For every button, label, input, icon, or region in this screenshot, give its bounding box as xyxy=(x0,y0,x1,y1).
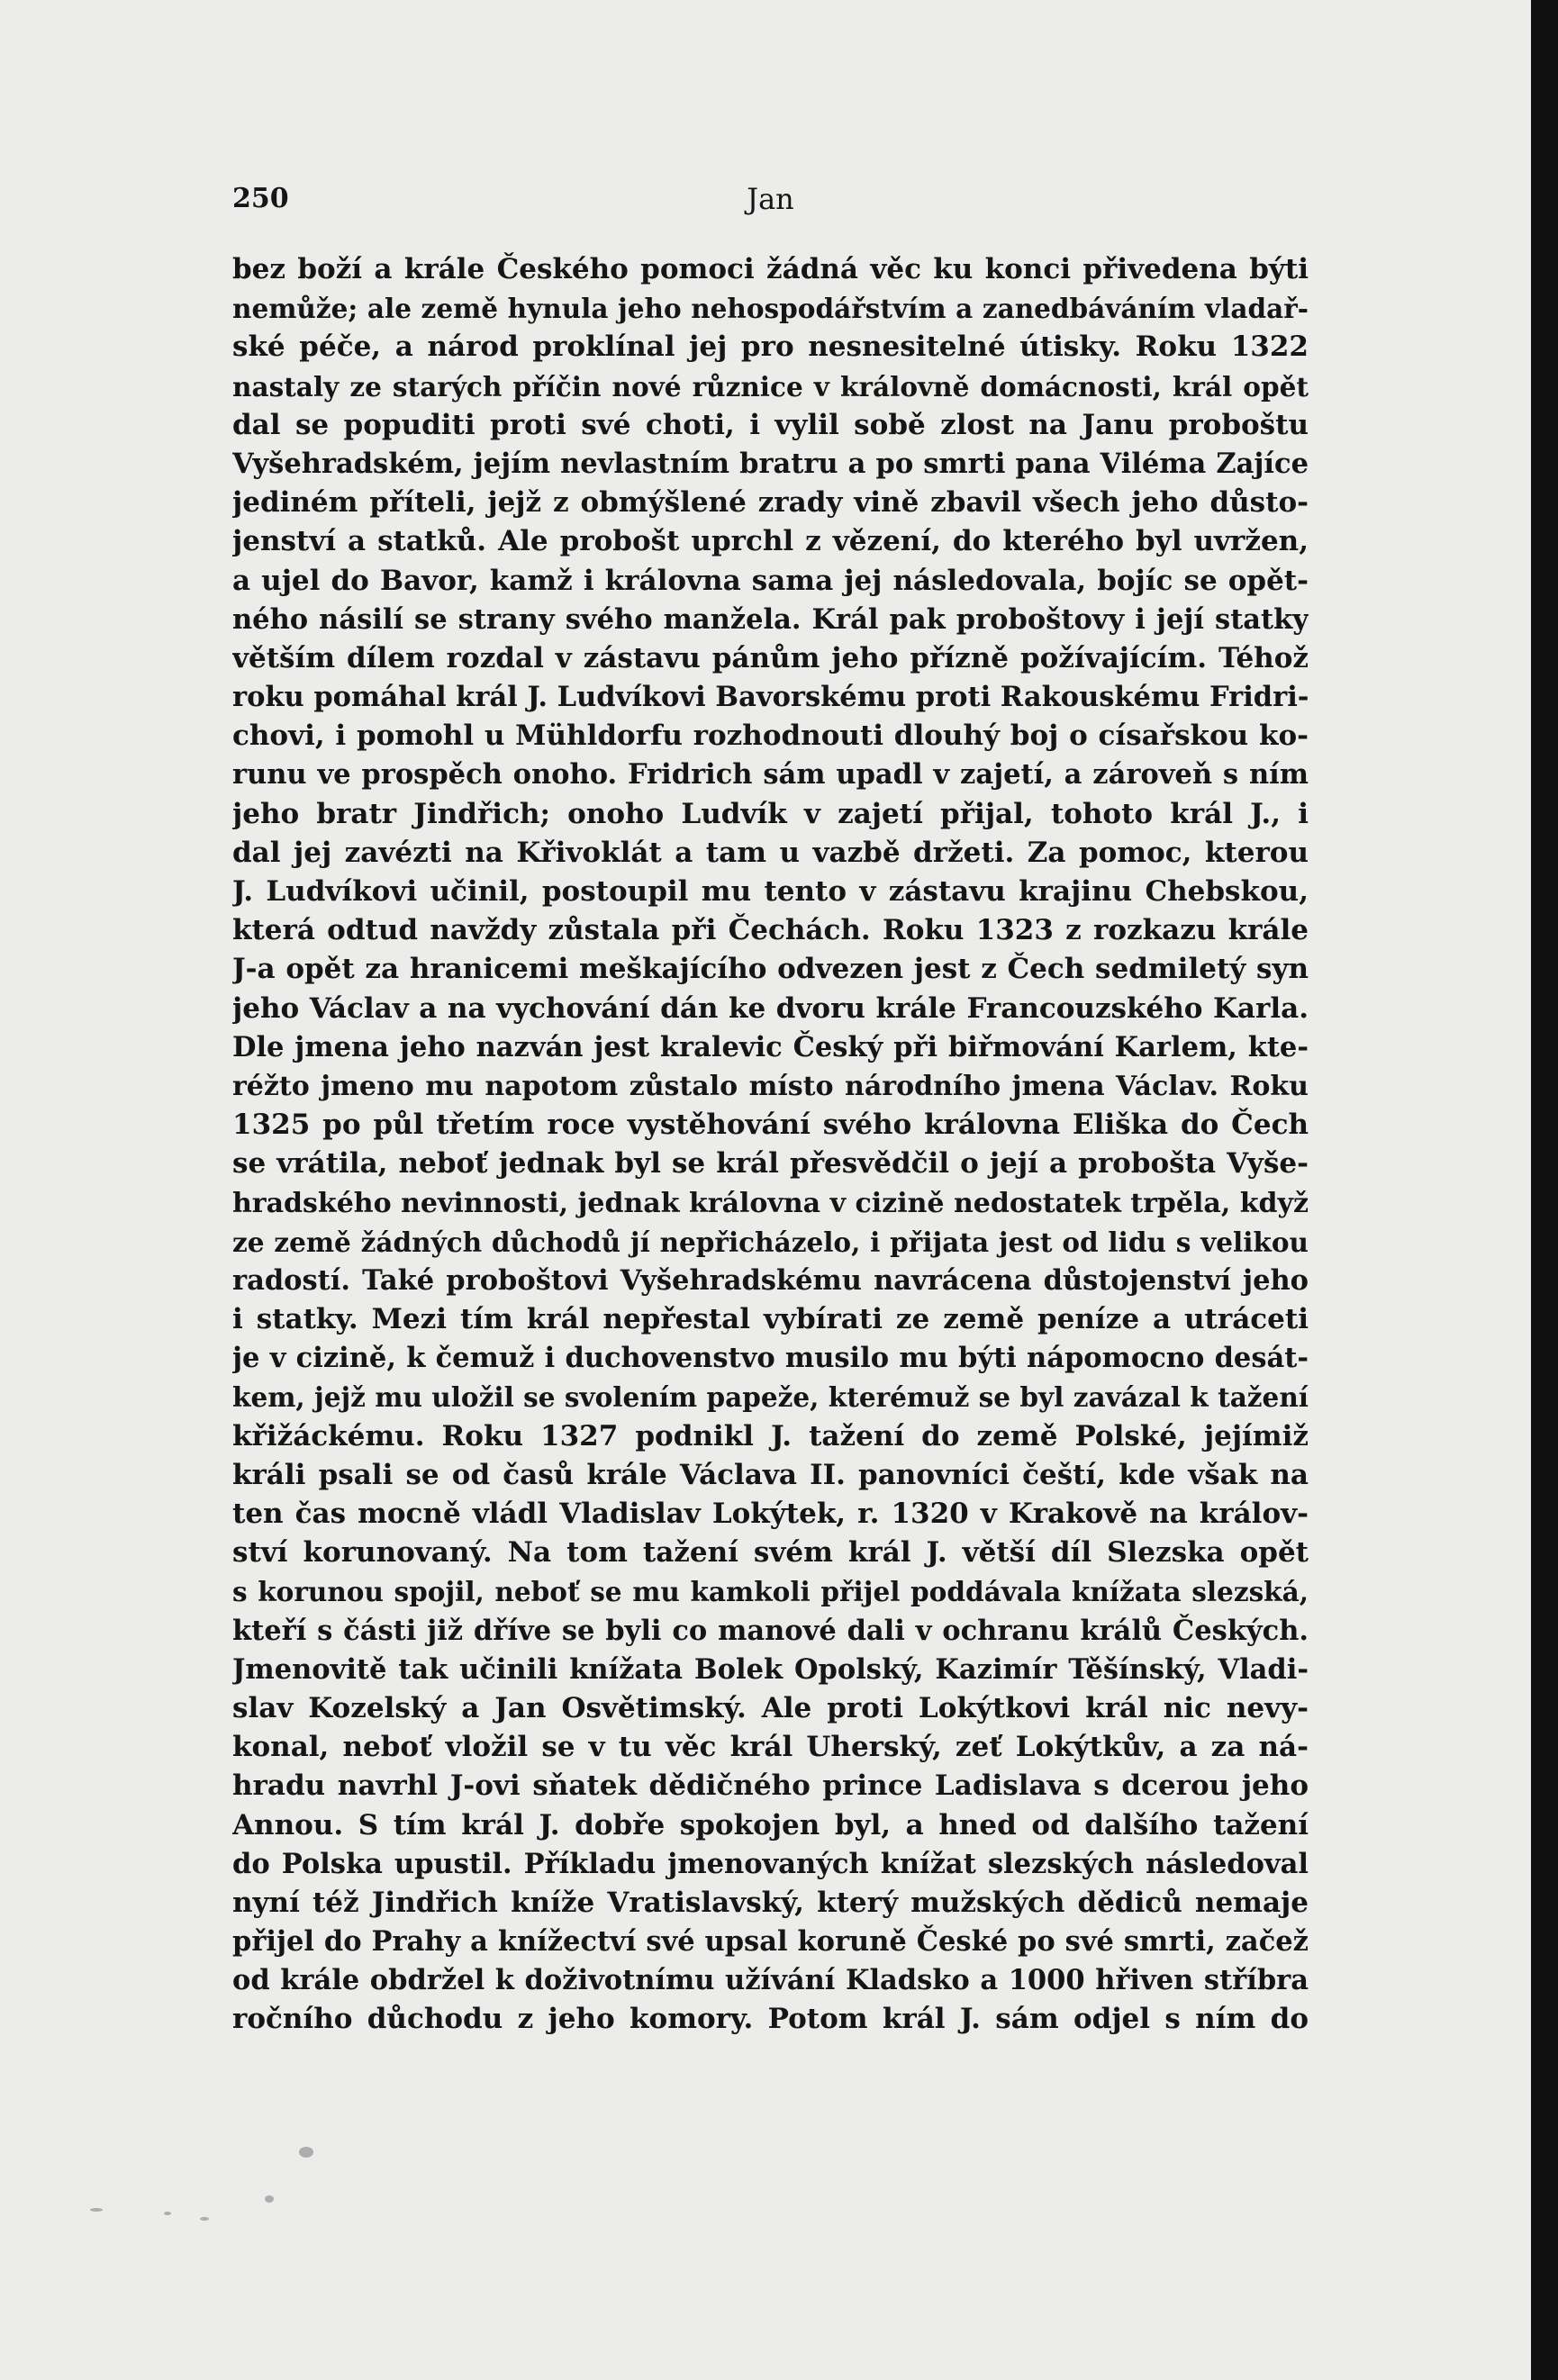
text-line: Annou. S tím král J. dobře spokojen byl, a hned od dalšího tažení xyxy=(232,1808,1309,1842)
text-line: kem, jejž mu uložil se svolením papeže, kterémuž se byl zavázal k tažení xyxy=(232,1381,1309,1414)
text-line: do Polska upustil. Příkladu jmenovaných knížat slezských následoval xyxy=(232,1847,1309,1880)
page-smudge xyxy=(200,2217,209,2221)
text-line: dal jej zavézti na Křivoklát a tam u vazbě držeti. Za pomoc, kterou xyxy=(232,836,1309,869)
text-line: jenství a statků. Ale probošt uprchl z vězení, do kterého byl uvržen, xyxy=(232,525,1309,558)
text-line: ročního důchodu z jeho komory. Potom král J. sám odjel s ním do xyxy=(232,2003,1309,2036)
text-line: nastaly ze starých příčin nové různice v královně domácnosti, král opět xyxy=(232,370,1309,403)
text-line: s korunou spojil, neboť se mu kamkoli přijel poddávala knížata slezská, xyxy=(232,1576,1309,1608)
text-line: králi psali se od časů krále Václava II. panovníci čeští, kde však na xyxy=(232,1458,1309,1491)
text-line: J. Ludvíkovi učinil, postoupil mu tento v zástavu krajinu Chebskou, xyxy=(232,875,1309,908)
text-line: hradského nevinnosti, jednak královna v cizině nedostatek trpěla, když xyxy=(232,1187,1309,1219)
text-line: chovi, i pomohl u Mühldorfu rozhodnouti dlouhý boj o císařskou ko- xyxy=(232,719,1309,753)
text-line: Vyšehradském, jejím nevlastním bratru a po smrti pana Viléma Zajíce xyxy=(232,447,1309,480)
page-smudge xyxy=(299,2147,313,2158)
text-line: slav Kozelský a Jan Osvětimský. Ale proti Lokýtkovi král nic nevy- xyxy=(232,1691,1309,1724)
body-text xyxy=(232,250,1309,2040)
text-line: réžto jmeno mu napotom zůstalo místo národního jmena Václav. Roku xyxy=(232,1070,1309,1102)
text-line: runu ve prospěch onoho. Fridrich sám upadl v zajetí, a zároveň s ním xyxy=(232,758,1309,792)
text-line: jediném příteli, jejž z obmýšlené zrady vině zbavil všech jeho důsto- xyxy=(232,486,1309,520)
text-line: i statky. Mezi tím král nepřestal vybírati ze země peníze a utráceti xyxy=(232,1303,1309,1336)
text-line: ství korunovaný. Na tom tažení svém král J. větší díl Slezska opět xyxy=(232,1536,1309,1570)
text-line: ze země žádných důchodů jí nepřicházelo, i přijata jest od lidu s velikou xyxy=(232,1226,1309,1258)
text-line: přijel do Prahy a knížectví své upsal koruně České po své smrti, začež xyxy=(232,1925,1309,1959)
text-line: větším dílem rozdal v zástavu pánům jeho přízně požívajícím. Téhož xyxy=(232,641,1309,674)
text-line: J-a opět za hranicemi meškajícího odvezen jest z Čech sedmiletý syn xyxy=(232,953,1309,986)
text-line: Dle jmena jeho nazván jest kralevic Český při biřmování Karlem, kte- xyxy=(232,1030,1309,1063)
text-line: nemůže; ale země hynula jeho nehospodářstvím a zanedbáváním vladař- xyxy=(232,293,1309,325)
text-line: dal se popuditi proti své choti, i vylil sobě zlost na Janu proboštu xyxy=(232,408,1309,441)
page-number: 250 xyxy=(232,183,289,214)
text-line: od krále obdržel k doživotnímu užívání Kladsko a 1000 hřiven stříbra xyxy=(232,1964,1309,1997)
text-line: bez boží a krále Českého pomoci žádná věc ku konci přivedena býti xyxy=(232,253,1309,285)
page-smudge xyxy=(164,2212,171,2215)
text-line: radostí. Také proboštovi Vyšehradskému navrácena důstojenství jeho xyxy=(232,1263,1309,1297)
text-line: jeho bratr Jindřich; onoho Ludvík v zajetí přijal, tohoto král J., i xyxy=(232,797,1309,830)
text-line: se vrátila, neboť jednak byl se král přesvědčil o její a probošta Vyše- xyxy=(232,1147,1309,1181)
page-smudge xyxy=(265,2195,274,2203)
text-line: a ujel do Bavor, kamž i královna sama jej následovala, bojíc se opět- xyxy=(232,564,1309,597)
text-line: nyní též Jindřich kníže Vratislavský, který mužských dědiců nemaje xyxy=(232,1886,1309,1919)
text-line: ské péče, a národ proklínal jej pro nesnesitelné útisky. Roku 1322 xyxy=(232,330,1309,364)
page-edge-shadow xyxy=(1531,0,1558,2380)
text-line: hradu navrhl J-ovi sňatek dědičného prince Ladislava s dcerou jeho xyxy=(232,1769,1309,1803)
running-head: Jan xyxy=(747,182,794,216)
text-line: která odtud navždy zůstala při Čechách. Roku 1323 z rozkazu krále xyxy=(232,914,1309,947)
text-line: křižáckému. Roku 1327 podnikl J. tažení do země Polské, jejímiž xyxy=(232,1419,1309,1452)
text-line: Jmenovitě tak učinili knížata Bolek Opolský, Kazimír Těšínský, Vladi- xyxy=(232,1652,1309,1686)
text-line: jeho Václav a na vychování dán ke dvoru krále Francouzského Karla. xyxy=(232,991,1309,1025)
text-line: kteří s části již dříve se byli co manové dali v ochranu králů Českých. xyxy=(232,1614,1309,1647)
page-smudge xyxy=(90,2208,103,2212)
text-line: ten čas mocně vládl Vladislav Lokýtek, r. 1320 v Krakově na králov- xyxy=(232,1498,1309,1530)
text-line: 1325 po půl třetím roce vystěhování svého královna Eliška do Čech xyxy=(232,1109,1309,1142)
text-line: je v cizině, k čemuž i duchovenstvo musilo mu býti nápomocno desát- xyxy=(232,1342,1309,1375)
text-line: roku pomáhal král J. Ludvíkovi Bavorskému proti Rakouskému Fridri- xyxy=(232,681,1309,714)
text-line: ného násilí se strany svého manžela. Král pak proboštovy i její statky xyxy=(232,602,1309,636)
text-line: konal, neboť vložil se v tu věc král Uherský, zeť Lokýtkův, a za ná- xyxy=(232,1731,1309,1764)
page-header xyxy=(232,178,1309,220)
